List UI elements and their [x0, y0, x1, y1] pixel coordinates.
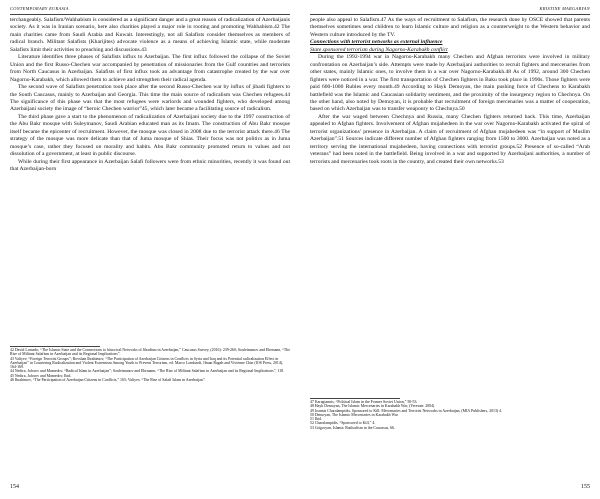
paragraph: Literature identifies three phases of Salafists influx to Azerbaijan. The first influx followed the collapse of the Soviet Union and the first Russo-Chechen war accompanied by penetration of missionaries from the Gulf countries and terrorists from North Caucasus in Azerbaijan. Salafists of first influx took an advantage from catastrophe created by the war over Nagorno-Karabakh, which allowed them to achieve and strengthen their radical agenda. [10, 54, 290, 83]
footnote-rule [10, 346, 100, 347]
section-heading: Connections with terrorist networks as external influence [310, 39, 443, 46]
page-number-right: 155 [581, 484, 590, 490]
footnote: 49 Ioannis Charalampidis, Sponsored to Kill: Mercenaries and Terrorist Networks in Azerbaijan, (MIA Publishers, 2013) 4. [310, 408, 503, 413]
paragraph: After the war waged between Chechnya and Russia, many Chechen fighters returned back. This time, Azerbaijan appealed to Afghan fighters. Involvement of Afghan mujahedeen in the war over Nagorno-Karabakh activated the spiral of terrorist organizations’ presence in Azerbaijan. A claim of recruitment of Afghan mujahedeen was “in support of Muslim Azerbaijan”.51 Sources indicate different number of Afghan fighters ranging from 1500 to 3000. Azerbaijan was noted as a territory serving the international mujahedeen, having connections with terrorist groups.52 Presence of so-called “Arab veterans” had been noted in the battlefield. Being involved in a war and supported by Azerbaijani authorities, a number of terrorists and mercenaries took roots in the country, and created their own networks.53 [310, 113, 590, 165]
footnote: 48 Hayk Demoyan, The Islamic Mercenaries in Karabakh War, (Yerevan: 2004) [310, 404, 435, 409]
paragraph: During the 1992-1994 war in Nagorno-Karabakh many Chechen and Afghan terrorists were involved in military confrontation on Azerbaijan’s side. Attempts were made by Azerbaijani authorities to recruit fighters and mercenaries from other states, mainly Islamic ones, to involve them in a war over Nagorno-Karabakh.48 As of 1992, around 300 Chechen fighters were noticed in a war. The first transportation of Chechen fighters in Baku took place in 1990s. Those fighters were paid 600-1000 Rubles every month.49 According to Hayk Demoyan, the main pushing force of Chechens to Karabakh battlefield was the Islamic and Caucasian solidarity sentiment, and the proximity of the insurgency region to Chechnya. On the other hand, also noted by Demoyan, it is probable that recruitment of foreign mercenaries was a matter of cooperation, based on which Azerbaijan was to transfer weaponry to Chechnya.50 [310, 54, 590, 113]
footnote: 47 Karagiannis, “Political Islam in the Former Soviet Union,” 50-53. [310, 400, 418, 404]
footnotes-left [10, 348, 290, 382]
paragraph: The third phase gave a start to the phenomenon of radicalization of Azerbaijani society due to the 1997 construction of the Abu Bakr mosque with Suleymanov, Saudi Arabian educated man as its Imam. The construction of Abu Bakr mosque itself became the epicenter of recruitment. However, the mosque was closed in 2008 due to the terrorist attack there.46 The strategy of the mosque was more delicate than that of Juma mosque of Shias. Their focus was not politics as in Juma mosque’s case, rather they focused on morality and habits. Abu Bakr community promoted return to values and not dissolution of a government, at least in public discourse. [10, 113, 290, 158]
footnote: 52 Charalampidis, “Sponsored to Kill,” 4. [310, 421, 376, 426]
paragraph: terchangeably. Salafism/Wahhabism is considered as a significant danger and a great reason of radicalization of Azerbaijanis society. As it was in Iranian scenario, here also charities played a major role in rooting and promoting Wahhabism.42 The main charities came from Saudi Arabia and Kuwait. Interestingly, not all Salafists consider themselves as members of radical branch. Militant Salafists (Kharijites) advocate violence as a means of achieving Islamic state, while moderate Salafists limit their activities to preaching and discussions.43 [10, 17, 290, 53]
header-rule [10, 14, 290, 15]
footnote: 43 Valiyev, “Foreign Terrorist Groups”; Rovshan Ibrahimov, “The Participation of Azerbaijan Citizens in Conflicts in Syria and Iraq and its Potential radicalization Effect in Azerbaijan” in Countering Radicalization and Violent Extremism Among Youth to Prevent Terrorism, ed. Marco Lombardi, Ilman Ragab and Vivienne Chin (IOS Press, 2014), 164-169. [10, 356, 284, 370]
paragraph: people also appeal to Salafism.47 As the ways of recruitment to Salafism, the research done by OSCE showed that parents themselves sometimes send children to learn Islamic culture and religion as a counterweight to the Western behavior and Western culture introduced by the TV. [310, 17, 590, 38]
footnote: 44 Nedira, Jaforov and Mamedov, “Radical Islam in Azerbaijan”; Souleimanov and Ehrmann, “The Rise of Militant Salafism in Azerbaijan and its Regional Implications”, 118. [10, 369, 285, 374]
right-page [300, 0, 600, 499]
subsection-heading: State sponsored terrorism during Nagorno-Karabakh conflict [310, 46, 448, 53]
footnotes-right [310, 400, 590, 430]
footnote: 50 Demoyan, The Islamic Mercenaries in Karabakh War [310, 412, 398, 417]
page-number-left: 154 [10, 484, 19, 490]
footnote: 46 Ibrahimov, “The Participation of Azerbaijan Citizens in Conflicts,” 165; Valiyev, “The Rise of Salafi Islam in Azerbaijan”. [10, 378, 206, 383]
footnote: 51 Ibid. [310, 417, 323, 422]
running-head-left: CONTEMPORARY EURASIA [10, 6, 69, 11]
footnote: 42 David Lomedo, “The Islamic State and the Connections to historical Networks of Jihadism in Azerbaijan,” Caucasus Survey, (2016): 239-260; Souleimanov and Ehrmann, “The Rise of Militant Salafism in Azerbaijan and its Regional Implications”. [10, 348, 290, 357]
footnote: 53 Grigoryan, Islamic Radicalism in the Caucasus, 66. [310, 425, 395, 430]
body-text-left [10, 17, 290, 174]
footnote-rule [310, 398, 400, 399]
paragraph: The second wave of Salafists penetration took place after the second Russo-Chechen war by influx of jihadi fighters to the South Caucasus, mainly to Azerbaijan and Georgia. This time the main source of radicalism was Chechen refugees.44 The significance of this phase was that the most refugees were warlords and wounded fighters, who developed among Azerbaijani society the image of “heroic Chechen warrior”45, which later became a facilitating source of radicalism. [10, 84, 290, 113]
body-text-right [310, 17, 590, 166]
header-rule [310, 14, 590, 15]
paragraph: While during their first appearance in Azerbaijan Salafi followers were from ethnic minorities, recently it was found out that Azerbaijan-born [10, 158, 290, 173]
footnote: 45 Nedira, Jaforov and Mamedov, Ibid. [10, 373, 72, 378]
running-head-right: KRISTINE MARGARYAN [539, 6, 590, 11]
